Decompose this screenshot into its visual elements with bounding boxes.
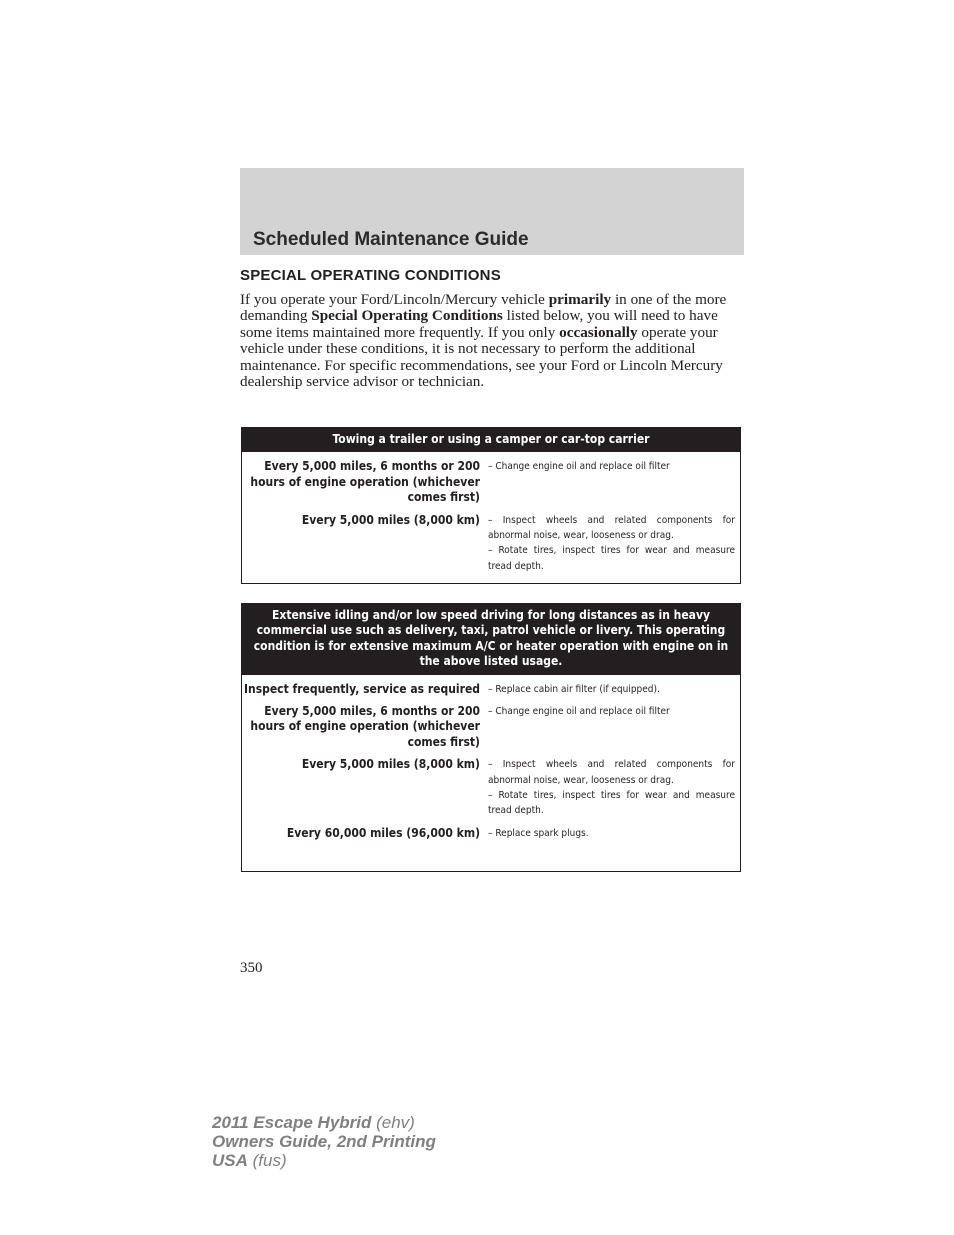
interval-cell: Every 60,000 miles (96,000 km): [286, 825, 480, 840]
intro-emphasis-occasionally: occasionally: [559, 323, 638, 341]
table-row: [242, 459, 740, 505]
footer-line-printing: [212, 1132, 436, 1151]
footer-line-market: [212, 1151, 436, 1170]
intro-paragraph: [240, 292, 746, 390]
footer-model: 2011 Escape Hybrid: [212, 1113, 372, 1132]
action-item: – Inspect wheels and related components for abnormal noise, wear, looseness or drag.: [488, 514, 735, 542]
action-item: – Replace cabin air filter (if equipped).: [488, 683, 660, 695]
intro-text-3: listed below, you will need to have some items maintained more frequently. If you only: [240, 307, 718, 341]
action-item: – Rotate tires, inspect tires for wear and measure tread depth.: [488, 545, 735, 572]
intro-text-4: operate your vehicle under these conditions, it is not necessary to perform the additional maintenance. For specific recommendations, see your Ford or Lincoln Mercury dealership service advisor or technician.: [240, 323, 723, 391]
footer-line-model: [212, 1113, 436, 1132]
action-cell: [488, 459, 740, 505]
action-cell: [488, 704, 740, 750]
maintenance-table-towing: [241, 427, 741, 584]
intro-emphasis-primarily: primarily: [548, 291, 612, 308]
action-cell: [488, 682, 740, 697]
table-row: [242, 826, 740, 841]
table-body: [242, 452, 740, 574]
footer-printing: Owners Guide, 2nd Printing: [212, 1132, 436, 1151]
action-cell: [488, 513, 740, 575]
interval-cell: Every 5,000 miles, 6 months or 200 hours of engine operation (whichever comes first): [250, 459, 480, 505]
table-row: [242, 682, 740, 697]
chapter-title: Scheduled Maintenance Guide: [253, 229, 529, 250]
section-heading: SPECIAL OPERATING CONDITIONS: [240, 267, 501, 284]
interval-cell: Every 5,000 miles, 6 months or 200 hours of engine operation (whichever comes first): [250, 704, 480, 749]
table-row: [242, 513, 740, 575]
table-header: Extensive idling and/or low speed driving for long distances as in heavy commercial use such as delivery, taxi, patrol vehicle or livery. This operating condition is for extensive maximum A/C or heater operation with engine on in the above listed usage.: [242, 604, 740, 675]
section-header-band: [240, 168, 744, 255]
action-item: – Rotate tires, inspect tires for wear and measure tread depth.: [488, 790, 735, 817]
intro-emphasis-special-operating-conditions: Special Operating Conditions: [311, 307, 503, 325]
intro-text-2: in one of the more demanding: [240, 291, 727, 325]
table-row: [242, 757, 740, 819]
interval-cell: Every 5,000 miles (8,000 km): [301, 757, 480, 772]
footer-market: USA: [212, 1151, 248, 1170]
action-item: – Change engine oil and replace oil filter: [488, 461, 670, 473]
table-row: [242, 704, 740, 750]
action-cell: [488, 757, 740, 819]
action-cell: [488, 826, 740, 841]
interval-cell: Every 5,000 miles (8,000 km): [301, 512, 480, 527]
document-footer: [212, 1113, 436, 1170]
intro-text-1: If you operate your Ford/Lincoln/Mercury vehicle: [240, 291, 549, 308]
action-item: – Inspect wheels and related components for abnormal noise, wear, looseness or drag.: [488, 759, 735, 786]
table-body: [242, 675, 740, 842]
table-header: Towing a trailer or using a camper or car-top carrier: [242, 428, 740, 452]
footer-model-code: (ehv): [371, 1113, 415, 1132]
action-item: – Change engine oil and replace oil filter: [488, 706, 670, 718]
action-item: – Replace spark plugs.: [488, 827, 589, 839]
interval-cell: Inspect frequently, service as required: [244, 681, 480, 696]
footer-market-code: (fus): [247, 1151, 287, 1170]
maintenance-table-idling: [241, 603, 741, 872]
page-number: 350: [240, 960, 263, 976]
